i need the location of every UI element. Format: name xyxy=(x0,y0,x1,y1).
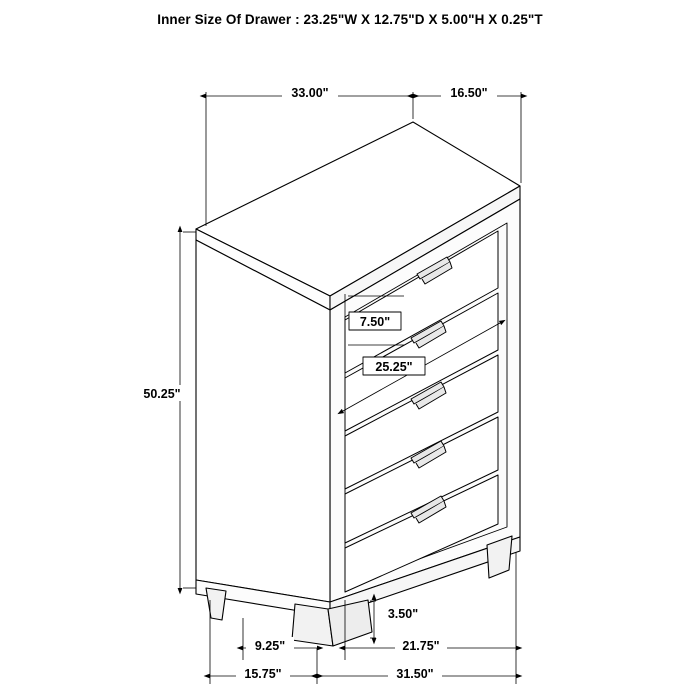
dimension-label-top-width-side: 16.50" xyxy=(450,86,488,100)
dimension-label-base-front-total: 31.50" xyxy=(396,667,434,681)
dimension-label-drawer-height: 7.50" xyxy=(359,315,391,329)
dimension-label-base-left-total: 15.75" xyxy=(244,667,282,681)
page-title: Inner Size Of Drawer : 23.25"W X 12.75"D X 5.00"H X 0.25"T xyxy=(157,12,543,27)
dimension-label-overall-height: 50.25" xyxy=(143,387,181,401)
dimension-label-drawer-width: 25.25" xyxy=(375,360,413,374)
dimension-label-base-front-inner: 21.75" xyxy=(402,639,440,653)
dimension-label-base-left-depth: 9.25" xyxy=(254,639,286,653)
leg-front-left xyxy=(206,588,226,620)
dimension-label-leg-height: 3.50" xyxy=(387,607,419,621)
dimension-label-top-width-front: 33.00" xyxy=(291,86,329,100)
